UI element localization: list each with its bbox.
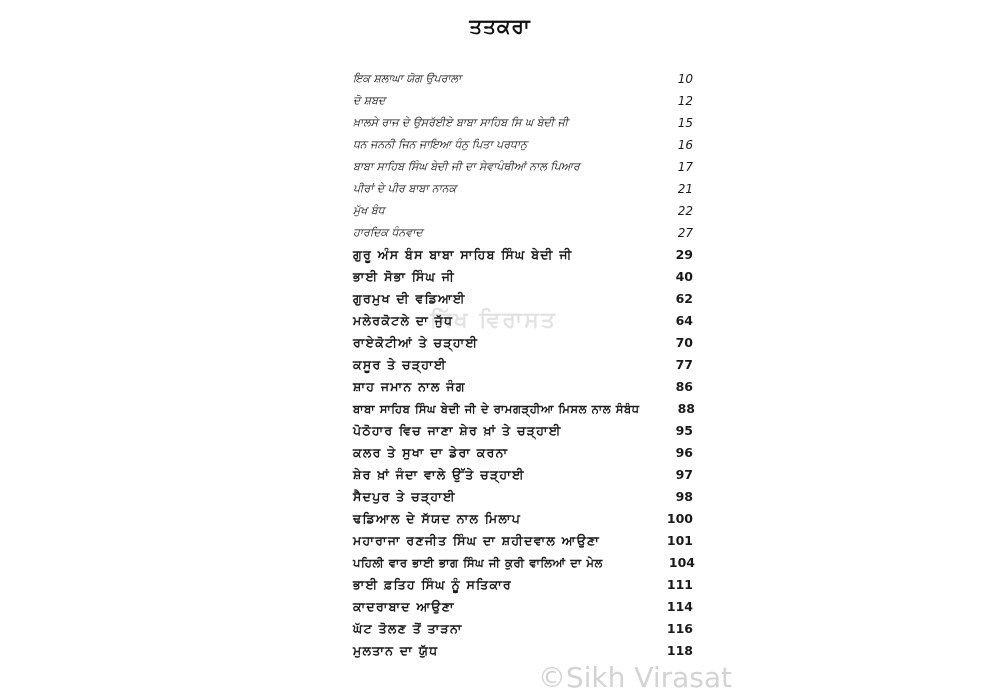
entry-page: 98 <box>675 489 693 504</box>
entry-title: ਬਾਬਾ ਸਾਹਿਬ ਸਿੰਘ ਬੇਦੀ ਜੀ ਦੇ ਰਾਮਗੜ੍ਹੀਆ ਮਿਸਲ ਨਾਲ ਸੰਬੰਧ <box>353 402 640 416</box>
entry-page: 116 <box>666 621 693 636</box>
entry-page: 88 <box>677 401 695 416</box>
entry-page: 111 <box>666 577 693 592</box>
toc-entry <box>353 68 693 90</box>
toc-entry <box>353 420 693 442</box>
copyright-watermark: ©Sikh Virasat <box>537 661 732 694</box>
toc-entry <box>353 178 693 200</box>
toc-entry <box>353 508 693 530</box>
toc-entry <box>353 640 693 662</box>
entry-title: ਕਾਦਰਾਬਾਦ ਆਉਣਾ <box>353 599 455 614</box>
toc-entry <box>353 266 693 288</box>
entry-page: 104 <box>668 555 695 570</box>
toc-entry <box>353 376 693 398</box>
entry-title: ਸੈਦਪੁਰ ਤੇ ਚੜ੍ਹਾਈ <box>353 489 456 504</box>
entry-page: 95 <box>675 423 693 438</box>
toc-entry <box>353 134 693 156</box>
entry-title: ਗੁਰੂ ਅੰਸ ਬੰਸ ਬਾਬਾ ਸਾਹਿਬ ਸਿੰਘ ਬੇਦੀ ਜੀ <box>353 247 573 262</box>
entry-page: 77 <box>675 357 693 372</box>
entry-title: ਹਾਰਦਿਕ ਧੰਨਵਾਦ <box>353 226 423 239</box>
entry-title: ਸ਼ੇਰ ਖ਼ਾਂ ਜੰਦਾ ਵਾਲੇ ਉੱਤੇ ਚੜ੍ਹਾਈ <box>353 467 525 482</box>
entry-title: ਕਸੂਰ ਤੇ ਚੜ੍ਹਾਈ <box>353 357 447 372</box>
toc-entry <box>353 90 693 112</box>
entry-title: ਮੁਲਤਾਨ ਦਾ ਯੁੱਧ <box>353 643 439 658</box>
entry-page: 114 <box>666 599 693 614</box>
entry-page: 21 <box>677 182 693 196</box>
entry-page: 118 <box>666 643 693 658</box>
page-title: ਤਤਕਰਾ <box>469 14 531 38</box>
entry-page: 70 <box>675 335 693 350</box>
entry-page: 96 <box>675 445 693 460</box>
entry-page: 27 <box>677 226 693 240</box>
entry-title: ਮਹਾਰਾਜਾ ਰਣਜੀਤ ਸਿੰਘ ਦਾ ਸ਼ਹੀਦਵਾਲ ਆਉਣਾ <box>353 533 601 548</box>
entry-title: ਪਹਿਲੀ ਵਾਰ ਭਾਈ ਭਾਗ ਸਿੰਘ ਜੀ ਕੁਰੀ ਵਾਲਿਆਂ ਦਾ ਮੇਲ <box>353 556 603 570</box>
toc-entry <box>353 596 693 618</box>
entry-title: ਧਨ ਜਨਨੀ ਜਿਨ ਜਾਇਆ ਧੰਨੁ ਪਿਤਾ ਪਰਧਾਨੁ <box>353 138 527 151</box>
entry-page: 15 <box>677 116 693 130</box>
toc-entry <box>353 574 693 596</box>
entry-title: ਰਾਏਕੋਟੀਆਂ ਤੇ ਚੜ੍ਹਾਈ <box>353 335 479 350</box>
entry-title: ਇਕ ਸ਼ਲਾਘਾ ਯੋਗ ਉਪਰਾਲਾ <box>353 72 462 85</box>
entry-page: 40 <box>675 269 693 284</box>
toc-entry <box>353 112 693 134</box>
entry-title: ਮਲੇਰਕੋਟਲੇ ਦਾ ਜੁੱਧ <box>353 313 454 328</box>
entry-page: 12 <box>677 94 693 108</box>
entry-page: 10 <box>677 72 693 86</box>
entry-title: ਢਡਿਆਲ ਦੇ ਸੱਯਦ ਨਾਲ ਮਿਲਾਪ <box>353 511 522 526</box>
entry-title: ਸ਼ਾਹ ਜਮਾਨ ਨਾਲ ਜੰਗ <box>353 379 466 394</box>
toc-entry <box>353 310 693 332</box>
entry-page: 17 <box>677 160 693 174</box>
toc-entry <box>353 530 693 552</box>
toc-entry <box>353 288 693 310</box>
entry-title: ਭਾਈ ਫ਼ਤਿਹ ਸਿੰਘ ਨੂੰ ਸਤਿਕਾਰ <box>353 577 512 592</box>
entry-page: 29 <box>675 247 693 262</box>
toc-entry <box>353 398 693 420</box>
entry-page: 101 <box>666 533 693 548</box>
entry-title: ਪੋਠੋਹਾਰ ਵਿਚ ਜਾਣਾ ਸ਼ੇਰ ਖ਼ਾਂ ਤੇ ਚੜ੍ਹਾਈ <box>353 423 562 438</box>
entry-page: 86 <box>675 379 693 394</box>
entry-title: ਬਾਬਾ ਸਾਹਿਬ ਸਿੰਘ ਬੇਦੀ ਜੀ ਦਾ ਸੇਵਾਪੰਥੀਆਂ ਨਾਲ ਪਿਆਰ <box>353 160 580 173</box>
toc-entry <box>353 200 693 222</box>
entry-page: 62 <box>675 291 693 306</box>
toc-entry <box>353 222 693 244</box>
entry-page: 100 <box>666 511 693 526</box>
entry-title: ਦੋ ਸ਼ਬਦ <box>353 94 386 107</box>
toc-entry <box>353 354 693 376</box>
entry-title: ਮੁੱਖ ਬੰਧ <box>353 204 385 217</box>
entry-title: ਭਾਈ ਸੋਭਾ ਸਿੰਘ ਜੀ <box>353 269 456 284</box>
toc-entry <box>353 156 693 178</box>
toc-entry <box>353 464 693 486</box>
toc-entry <box>353 618 693 640</box>
entry-page: 22 <box>677 204 693 218</box>
table-of-contents <box>353 68 693 662</box>
toc-entry <box>353 244 693 266</box>
toc-entry <box>353 442 693 464</box>
entry-title: ਗੁਰਮੁਖ ਦੀ ਵਡਿਆਈ <box>353 291 466 306</box>
toc-entry <box>353 486 693 508</box>
entry-title: ਕਲਰ ਤੇ ਸੁਖਾ ਦਾ ਡੇਰਾ ਕਰਨਾ <box>353 445 509 460</box>
toc-entry <box>353 332 693 354</box>
toc-entry <box>353 552 693 574</box>
entry-title: ਘੱਟ ਤੋਲਣ ਤੋਂ ਤਾੜਨਾ <box>353 621 463 636</box>
center-watermark: ਸਿੱਖ ਵਿਰਾਸਤ <box>430 308 557 333</box>
entry-page: 16 <box>677 138 693 152</box>
entry-title: ਖ਼ਾਲਸੇ ਰਾਜ ਦੇ ਉਸਰੱਈਏ ਬਾਬਾ ਸਾਹਿਬ ਸਿ ਘ ਬੇਦੀ ਜੀ <box>353 116 569 129</box>
entry-title: ਪੀਰਾਂ ਦੇ ਪੀਰ ਬਾਬਾ ਨਾਨਕ <box>353 182 457 195</box>
entry-page: 64 <box>675 313 693 328</box>
entry-page: 97 <box>675 467 693 482</box>
